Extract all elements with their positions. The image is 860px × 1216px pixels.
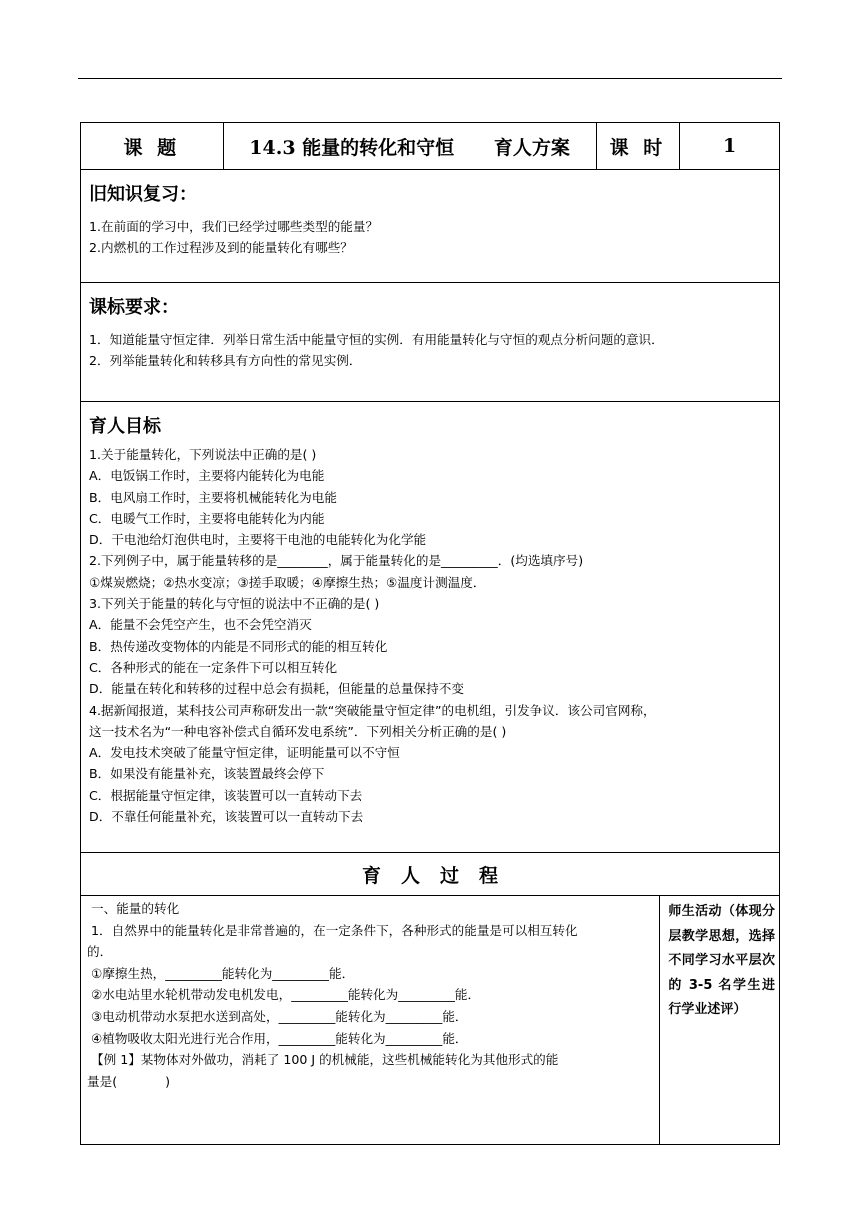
process-title: 育人过程	[81, 853, 779, 896]
goals-line: 这一技术名为“一种电容补偿式自循环发电系统”．下列相关分析正确的是( )	[89, 723, 507, 739]
review-line: 2.内燃机的工作过程涉及到的能量转化有哪些？	[89, 240, 353, 256]
process-line: ③电动机带动水泵把水送到高处，_________能转化为_________能．	[87, 1008, 468, 1024]
topic-label: 课 题	[81, 123, 224, 169]
header-row	[81, 123, 779, 170]
goals-line: A．能量不会凭空产生，也不会凭空消灭	[89, 617, 312, 633]
goals-line: ①煤炭燃烧；②热水变凉；③搓手取暖；④摩擦生热；⑤温度计测温度．	[89, 574, 486, 590]
standards-section	[81, 283, 779, 402]
process-line: 一、能量的转化	[87, 901, 180, 916]
process-line: 【例 1】某物体对外做功，消耗了 100 J 的机械能，这些机械能转化为其他形式的能	[87, 1052, 559, 1068]
goals-line: D．干电池给灯泡供电时，主要将干电池的电能转化为化学能	[89, 532, 427, 548]
process-line: 1．自然界中的能量转化是非常普遍的，在一定条件下，各种形式的能量是可以相互转化	[87, 922, 578, 938]
goals-line: C．电暖气工作时，主要将电能转化为内能	[89, 510, 325, 526]
top-rule	[78, 78, 782, 79]
goals-line: 2.下列例子中，属于能量转移的是________，属于能量转化的是_________．(均选填序号)	[89, 553, 584, 569]
goals-line: A．发电技术突破了能量守恒定律，证明能量可以不守恒	[89, 745, 400, 761]
goals-line: C．根据能量守恒定律，该装置可以一直转动下去	[89, 787, 363, 803]
goals-section	[81, 402, 779, 853]
lesson-plan-table	[80, 122, 780, 1145]
process-line: ④植物吸收太阳光进行光合作用，_________能转化为_________能．	[87, 1030, 468, 1046]
goals-line: 4.据新闻报道，某科技公司声称研发出一款“突破能量守恒定律”的电机组，引发争议．该公司官网称，	[89, 702, 656, 718]
goals-line: A．电饭锅工作时，主要将内能转化为电能	[89, 468, 325, 484]
goals-line: D．不靠任何能量补充，该装置可以一直转动下去	[89, 809, 364, 825]
goals-line: B．热传递改变物体的内能是不同形式的能的相互转化	[89, 638, 388, 654]
process-section	[81, 896, 779, 1144]
goals-title: 育人目标	[89, 416, 161, 437]
process-line: 量是( )	[87, 1073, 171, 1089]
standards-line: 2．列举能量转化和转移具有方向性的常见实例．	[89, 353, 362, 369]
process-line: 的．	[87, 944, 113, 960]
standards-line: 1．知道能量守恒定律．列举日常生活中能量守恒的实例．有用能量转化与守恒的观点分析问题的意识．	[89, 332, 664, 347]
review-line: 1.在前面的学习中，我们已经学过哪些类型的能量？	[89, 219, 379, 234]
goals-line: 1.关于能量转化，下列说法中正确的是( )	[89, 447, 317, 462]
goals-line: D．能量在转化和转移的过程中总会有损耗，但能量的总量保持不变	[89, 681, 464, 697]
goals-line: B．如果没有能量补充，该装置最终会停下	[89, 766, 325, 782]
process-line: ②水电站里水轮机带动发电机发电，_________能转化为_________能．	[87, 987, 481, 1003]
review-title: 旧知识复习：	[89, 184, 197, 205]
goals-line: C．各种形式的能在一定条件下可以相互转化	[89, 659, 338, 675]
period-label: 课 时	[597, 123, 681, 169]
review-section	[81, 170, 779, 283]
process-line: ①摩擦生热，_________能转化为_________能．	[87, 965, 355, 981]
topic-value: 14.3 能量的转化和守恒 育人方案	[224, 123, 597, 169]
period-value: 1	[723, 135, 737, 157]
goals-line: B．电风扇工作时，主要将机械能转化为电能	[89, 489, 337, 505]
standards-title: 课标要求：	[89, 297, 179, 318]
goals-line: 3.下列关于能量的转化与守恒的说法中不正确的是( )	[89, 596, 380, 612]
process-main	[81, 896, 660, 1144]
teacher-student-activity-note: 师生活动（体现分层教学思想，选择不同学习水平层次的 3-5 名学生进行学业述评）	[668, 904, 775, 1017]
